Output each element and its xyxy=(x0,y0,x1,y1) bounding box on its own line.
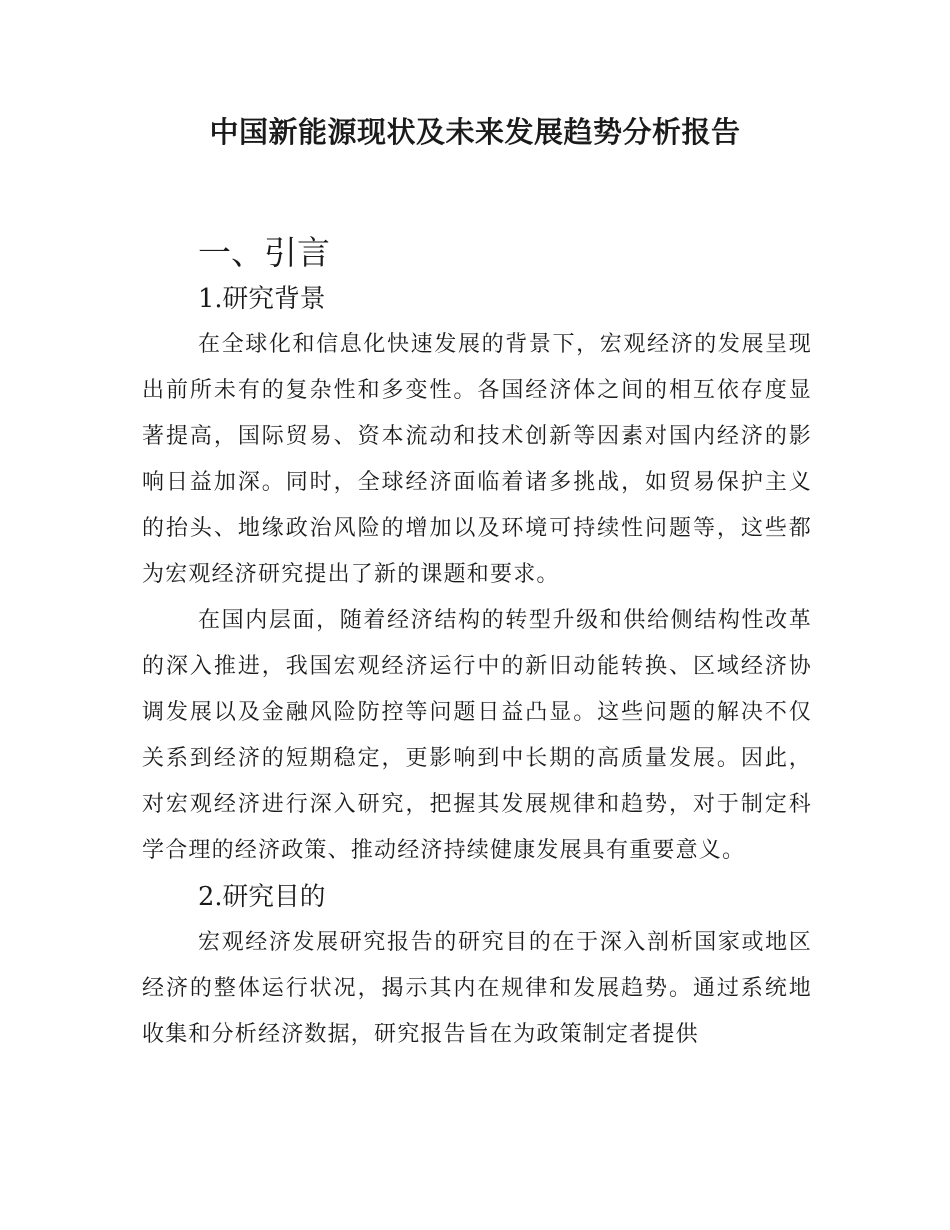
subsection-heading-background: 1.研究背景 xyxy=(198,284,326,314)
paragraph: 在全球化和信息化快速发展的背景下，宏观经济的发展呈现出前所未有的复杂性和多变性。各国经济体之间的相互依存度显著提高，国际贸易、资本流动和技术创新等因素对国内经济的影响日益加深。同时，全球经济面临着诸多挑战，如贸易保护主义的抬头、地缘政治风险的增加以及环境可持续性问题等，这些都为宏观经济研究提出了新的课题和要求。 xyxy=(142,332,812,587)
paragraph: 在国内层面，随着经济结构的转型升级和供给侧结构性改革的深入推进，我国宏观经济运行中的新旧动能转换、区域经济协调发展以及金融风险防控等问题日益凸显。这些问题的解决不仅关系到经济的短期稳定，更影响到中长期的高质量发展。因此，对宏观经济进行深入研究，把握其发展规律和趋势，对于制定科学合理的经济政策、推动经济持续健康发展具有重要意义。 xyxy=(142,608,812,863)
section-heading-introduction: 一、引言 xyxy=(198,233,330,272)
document-title: 中国新能源现状及未来发展趋势分析报告 xyxy=(209,115,741,149)
subsection-heading-purpose: 2.研究目的 xyxy=(198,882,326,912)
document-body xyxy=(142,230,812,1058)
paragraph: 宏观经济发展研究报告的研究目的在于深入剖析国家或地区经济的整体运行状况，揭示其内在规律和发展趋势。通过系统地收集和分析经济数据，研究报告旨在为政策制定者提供 xyxy=(142,930,812,1047)
